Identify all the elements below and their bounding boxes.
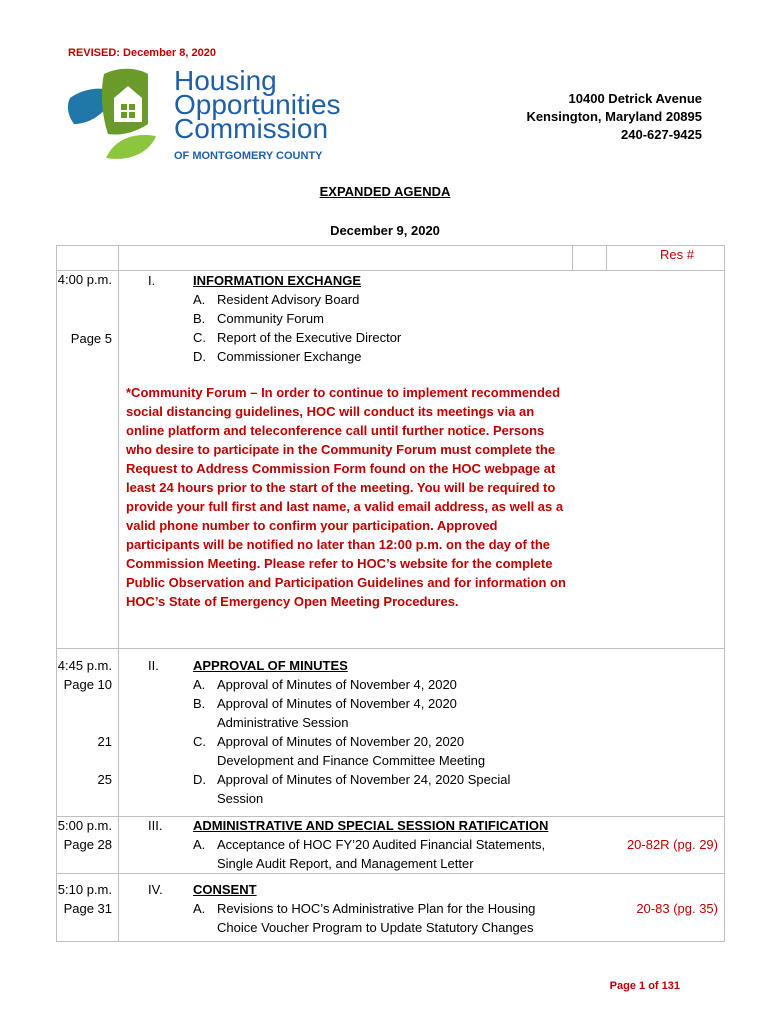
revised-date: REVISED: December 8, 2020: [68, 47, 216, 59]
section-4-block: [193, 880, 535, 937]
section-3-numeral: III.: [148, 818, 163, 833]
section-4-time: 5:10 p.m.: [57, 882, 112, 897]
section-2-numeral: II.: [148, 658, 159, 673]
document-date: December 9, 2020: [330, 223, 440, 238]
logo-line-3: Commission: [174, 113, 329, 144]
res-column-header: Res #: [660, 247, 694, 262]
section-1-item-d: D. Commissioner Exchange: [193, 349, 362, 364]
section-2-item-b: B. Approval of Minutes of November 4, 2020 Administrative Session: [193, 696, 457, 730]
section-3-block: [193, 816, 548, 873]
document-title: EXPANDED AGENDA: [319, 184, 451, 199]
logo-line-2: Opportunities: [174, 89, 341, 120]
section-4-numeral: IV.: [148, 882, 163, 897]
address-block: [526, 90, 702, 144]
section-1-block: [193, 271, 401, 366]
section-1-time: 4:00 p.m.: [57, 272, 112, 287]
page-number: Page 1 of 131: [609, 980, 680, 992]
section-2-page-minutes-d: 25: [97, 772, 112, 787]
address-phone: 240-627-9425: [621, 127, 702, 142]
section-1-item-c: C. Report of the Executive Director: [193, 330, 402, 345]
section-3-page: Page 28: [63, 837, 112, 852]
section-2-heading: APPROVAL OF MINUTES: [193, 658, 348, 673]
section-4-page: Page 31: [63, 901, 112, 916]
section-1-item-b: B. Community Forum: [193, 311, 324, 326]
section-2-item-a: A. Approval of Minutes of November 4, 2020: [193, 677, 457, 692]
section-2-time: 4:45 p.m.: [57, 658, 112, 673]
section-2-item-d: D. Approval of Minutes of November 24, 2020 Special Session: [193, 772, 511, 806]
address-street: 10400 Detrick Avenue: [568, 91, 702, 106]
logo-line-4: OF MONTGOMERY COUNTY: [174, 150, 323, 162]
section-1-page: Page 5: [70, 331, 112, 346]
section-1-item-a: A. Resident Advisory Board: [193, 292, 360, 307]
section-1-heading: INFORMATION EXCHANGE: [193, 273, 362, 288]
section-4-item-a: A. Revisions to HOC’s Administrative Plan for the Housing Choice Voucher Program to Update Statutory Changes: [193, 901, 536, 935]
section-2-page: Page 10: [63, 677, 112, 692]
section-3-resolution: 20-82R (pg. 29): [626, 837, 718, 852]
section-2-item-c: C. Approval of Minutes of November 20, 2020 Development and Finance Committee Meeting: [193, 734, 486, 768]
hoc-logo: [64, 62, 354, 172]
community-forum-notice: *Community Forum – In order to continue to implement recommended social distancing guidelines, HOC will conduct its meetings via an online platform and teleconference call until further notice. Persons who desire to participate in the Community Forum must complete the Request to Address Commission Form found on the HOC webpage at least 24 hours prior to the start of the meeting. You will be required to provide your full first and last name, a valid email address, as well as a valid phone number to confirm your participation. Approved participants will be notified no later than 12:00 p.m. on the day of the Commission Meeting. Please refer to HOC’s website for the complete Public Observation and Participation Guidelines and for information on HOC’s State of Emergency Open Meeting Procedures.: [126, 385, 566, 609]
section-3-heading: ADMINISTRATIVE AND SPECIAL SESSION RATIFICATION: [193, 818, 549, 833]
section-2-page-minutes-c: 21: [97, 734, 112, 749]
section-3-item-a: A. Acceptance of HOC FY’20 Audited Financial Statements, Single Audit Report, and Management Letter: [193, 837, 546, 871]
section-1-numeral: I.: [148, 273, 156, 288]
section-4-resolution: 20-83 (pg. 35): [636, 901, 718, 916]
address-city: Kensington, Maryland 20895: [526, 109, 702, 124]
logo-line-1: Housing: [174, 65, 277, 96]
section-2-block: [193, 656, 510, 808]
section-3-time: 5:00 p.m.: [57, 818, 112, 833]
section-4-heading: CONSENT: [193, 882, 257, 897]
